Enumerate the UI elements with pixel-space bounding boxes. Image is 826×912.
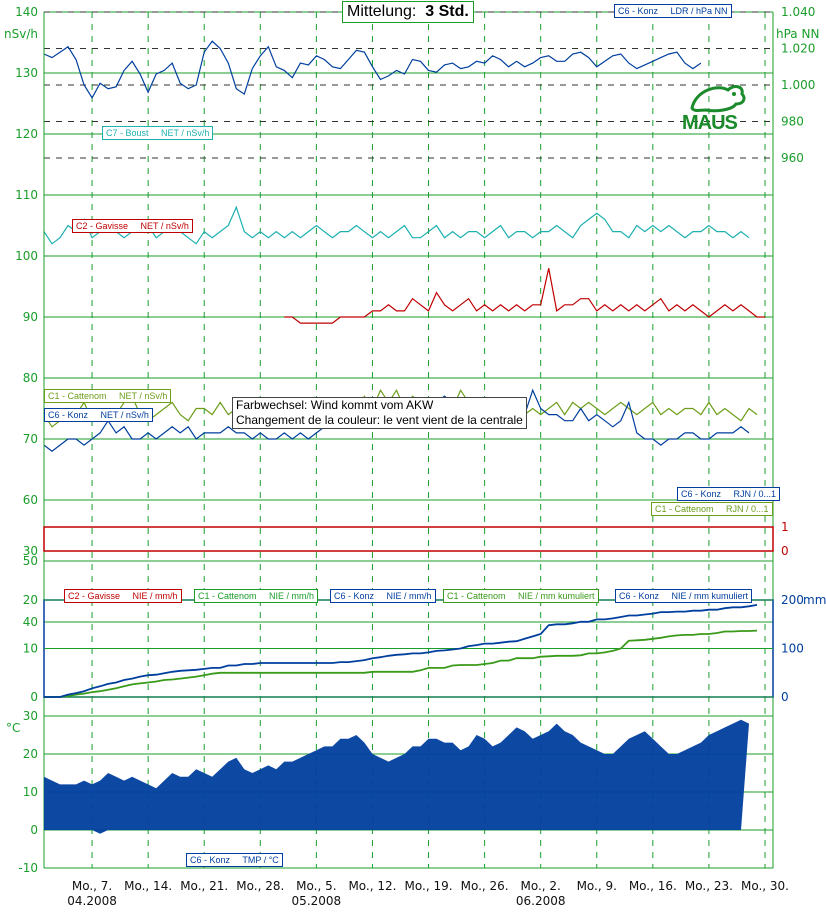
dose-y-tick: 120 bbox=[15, 127, 38, 141]
rjn-left-tick: 30 bbox=[22, 544, 38, 558]
averaging-label: Mittelung: bbox=[347, 3, 417, 20]
maus-logo bbox=[682, 80, 748, 136]
legend-nie-konz-cumulative: C6 - Konz NIE / mm kumuliert bbox=[615, 589, 752, 603]
x-tick-label: Mo., 2. bbox=[520, 879, 561, 893]
x-tick-label: Mo., 7. bbox=[71, 879, 113, 893]
legend-net-gavisse: C2 - Gavisse NET / nSv/h bbox=[72, 219, 193, 233]
dose-y-tick: 130 bbox=[15, 66, 38, 80]
annotation-line-de: Farbwechsel: Wind kommt vom AKW bbox=[236, 398, 434, 412]
hpa-tick: 980 bbox=[781, 114, 804, 129]
legend-nie-cattenom-cumulative: C1 - Cattenom NIE / mm kumuliert bbox=[443, 589, 599, 603]
temp-y-tick: 10 bbox=[22, 785, 38, 799]
x-tick-label: Mo., 23. bbox=[684, 879, 733, 893]
legend-rjn-cattenom: C1 - Cattenom RJN / 0...1 bbox=[651, 502, 773, 516]
dose-y-tick: 140 bbox=[15, 5, 38, 19]
hpa-tick: 960 bbox=[781, 151, 804, 165]
legend-nie-gavisse: C2 - Gavisse NIE / mm/h bbox=[64, 589, 182, 603]
x-month-label: 04.2008 bbox=[67, 894, 117, 908]
dose-y-tick: 70 bbox=[22, 432, 38, 446]
rain-cum-tick: 0 bbox=[781, 690, 789, 704]
x-tick-label: Mo., 30. bbox=[740, 879, 789, 893]
temp-unit: °C bbox=[6, 721, 21, 735]
dose-y-unit: nSv/h bbox=[4, 27, 38, 41]
legend-net-cattenom: C1 - Cattenom NET / nSv/h bbox=[44, 389, 171, 403]
rain-y-tick: 20 bbox=[22, 593, 38, 607]
rain-cum-unit: mm bbox=[803, 593, 826, 607]
legend-nie-cattenom: C1 - Cattenom NIE / mm/h bbox=[194, 589, 318, 603]
series-net-gavisse bbox=[284, 268, 765, 323]
logo-text: MAUS bbox=[682, 112, 737, 134]
mouse-icon bbox=[688, 80, 748, 114]
x-tick-label: Mo., 16. bbox=[628, 879, 677, 893]
x-month-label: 06.2008 bbox=[515, 894, 566, 908]
x-month-label: 05.2008 bbox=[291, 894, 342, 908]
dose-y-tick: 100 bbox=[15, 249, 38, 263]
rain-y-tick: 0 bbox=[30, 690, 38, 704]
dose-y-tick: 80 bbox=[22, 371, 38, 385]
temp-y-tick: 0 bbox=[30, 823, 38, 837]
dose-y-tick: 50 bbox=[22, 554, 38, 568]
x-tick-label: Mo., 19. bbox=[404, 879, 453, 893]
temp-y-tick: 20 bbox=[22, 747, 38, 761]
dose-y-tick: 60 bbox=[22, 493, 38, 507]
x-tick-label: Mo., 26. bbox=[460, 879, 509, 893]
hpa-tick: 1.020 bbox=[781, 41, 816, 56]
rjn-right-tick: 1 bbox=[781, 520, 789, 534]
averaging-box bbox=[342, 1, 474, 23]
rain-y-tick: 10 bbox=[22, 641, 38, 656]
rain-cum-tick: 100 bbox=[781, 641, 804, 656]
dose-y-tick: 110 bbox=[15, 188, 38, 202]
hpa-unit: hPa NN bbox=[776, 27, 820, 41]
rjn-frame bbox=[44, 527, 773, 551]
series-nie-cattenom-cumulative bbox=[44, 631, 757, 697]
series-tmp-konz bbox=[44, 720, 749, 834]
legend-rjn-konz: C6 - Konz RJN / 0...1 bbox=[677, 487, 780, 501]
x-tick-label: Mo., 28. bbox=[236, 879, 285, 893]
rjn-right-tick: 0 bbox=[781, 544, 789, 558]
x-tick-label: Mo., 5. bbox=[296, 879, 337, 893]
rain-cum-tick: 200 bbox=[781, 593, 804, 607]
temp-y-tick: -10 bbox=[18, 861, 38, 875]
x-tick-label: Mo., 9. bbox=[576, 879, 617, 893]
x-tick-label: Mo., 21. bbox=[180, 879, 229, 893]
averaging-value: 3 Std. bbox=[425, 3, 469, 20]
annotation-box bbox=[232, 397, 527, 429]
series-nie-konz-cumulative bbox=[44, 605, 757, 697]
legend-nie-konz: C6 - Konz NIE / mm/h bbox=[330, 589, 436, 603]
legend-ldr-konz: C6 - Konz LDR / hPa NN bbox=[614, 4, 732, 18]
dose-y-tick: 90 bbox=[22, 310, 38, 324]
x-tick-label: Mo., 12. bbox=[348, 879, 397, 893]
hpa-tick: 1.000 bbox=[781, 78, 816, 92]
x-tick-label: Mo., 14. bbox=[124, 879, 173, 893]
hpa-tick: 1.040 bbox=[781, 5, 816, 19]
legend-tmp-konz: C6 - Konz TMP / °C bbox=[186, 853, 283, 867]
legend-net-boust: C7 - Boust NET / nSv/h bbox=[102, 126, 213, 140]
legend-net-konz: C6 - Konz NET / nSv/h bbox=[44, 408, 153, 422]
temp-y-tick: 30 bbox=[22, 709, 38, 723]
dose-y-tick: 40 bbox=[22, 615, 38, 629]
annotation-line-fr: Changement de la couleur: le vent vient de la centrale bbox=[236, 413, 523, 427]
